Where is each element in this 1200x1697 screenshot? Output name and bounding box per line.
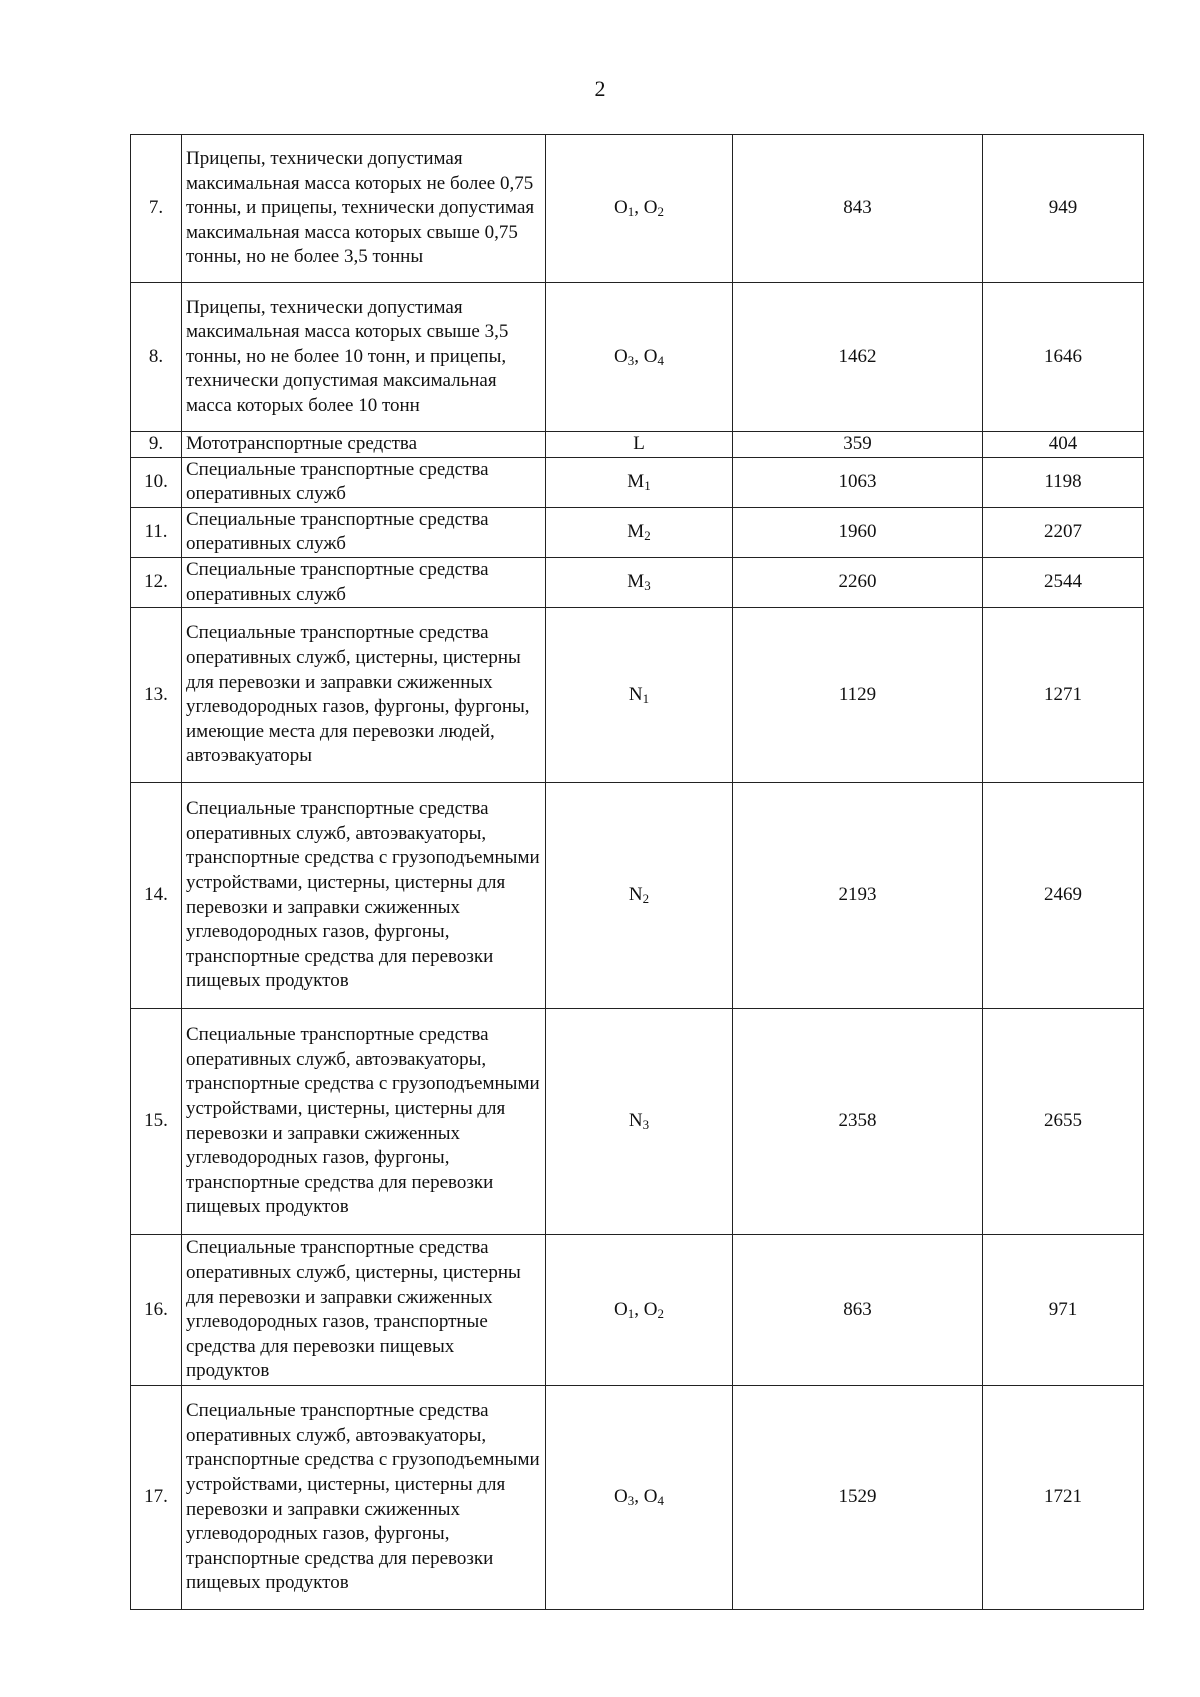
fee-value-2: 2207 — [983, 507, 1144, 557]
fee-value-1: 1960 — [733, 507, 983, 557]
row-number: 8. — [131, 283, 182, 432]
fee-value-1: 2260 — [733, 557, 983, 607]
table-row — [131, 457, 1144, 507]
table-row — [131, 432, 1144, 458]
vehicle-category: $N_2$ — [546, 783, 733, 1009]
fee-value-1: 359 — [733, 432, 983, 458]
table-row — [131, 1009, 1144, 1235]
row-number: 13. — [131, 608, 182, 783]
fee-value-1: 1462 — [733, 283, 983, 432]
fee-value-1: 863 — [733, 1235, 983, 1386]
table-row — [131, 135, 1144, 283]
vehicle-description: Специальные транспортные средства оперативных служб — [182, 557, 546, 607]
fee-value-2: 2655 — [983, 1009, 1144, 1235]
vehicle-category: $O_3$, $O_4$ — [546, 283, 733, 432]
fee-table — [130, 134, 1144, 1610]
row-number: 17. — [131, 1386, 182, 1610]
row-number: 16. — [131, 1235, 182, 1386]
vehicle-category: $M_2$ — [546, 507, 733, 557]
fee-value-2: 949 — [983, 135, 1144, 283]
vehicle-category: $O_1$, $O_2$ — [546, 135, 733, 283]
fee-value-1: 843 — [733, 135, 983, 283]
fee-value-2: 1198 — [983, 457, 1144, 507]
row-number: 15. — [131, 1009, 182, 1235]
vehicle-category: L — [546, 432, 733, 458]
fee-value-2: 404 — [983, 432, 1144, 458]
fee-value-1: 2358 — [733, 1009, 983, 1235]
table-row — [131, 608, 1144, 783]
row-number: 7. — [131, 135, 182, 283]
vehicle-category: $N_3$ — [546, 1009, 733, 1235]
row-number: 11. — [131, 507, 182, 557]
vehicle-description: Прицепы, технически допустимая максимальная масса которых свыше 3,5 тонны, но не более 10 тонн, и прицепы, технически допустимая максимальная масса которых более 10 тонн — [182, 283, 546, 432]
fee-value-2: 1721 — [983, 1386, 1144, 1610]
row-number: 12. — [131, 557, 182, 607]
vehicle-description: Специальные транспортные средства оперативных служб, автоэвакуаторы, транспортные средства с грузоподъемными устройствами, цистерны, цистерны для перевозки и заправки сжиженных углеводородных газов, фургоны, транспортные средства для перевозки пищевых продуктов — [182, 1386, 546, 1610]
table-row — [131, 1386, 1144, 1610]
vehicle-category: $O_1$, $O_2$ — [546, 1235, 733, 1386]
fee-value-1: 2193 — [733, 783, 983, 1009]
vehicle-description: Специальные транспортные средства оперативных служб — [182, 457, 546, 507]
vehicle-description: Специальные транспортные средства оперативных служб, цистерны, цистерны для перевозки и заправки сжиженных углеводородных газов, фургоны, фургоны, имеющие места для перевозки людей, автоэвакуаторы — [182, 608, 546, 783]
fee-value-2: 1271 — [983, 608, 1144, 783]
vehicle-description: Мототранспортные средства — [182, 432, 546, 458]
fee-value-1: 1529 — [733, 1386, 983, 1610]
vehicle-description: Прицепы, технически допустимая максимальная масса которых не более 0,75 тонны, и прицепы, технически допустимая максимальная масса которых свыше 0,75 тонны, но не более 3,5 тонны — [182, 135, 546, 283]
vehicle-category: $N_1$ — [546, 608, 733, 783]
fee-value-2: 971 — [983, 1235, 1144, 1386]
fee-value-2: 2469 — [983, 783, 1144, 1009]
vehicle-description: Специальные транспортные средства оперативных служб, цистерны, цистерны для перевозки и заправки сжиженных углеводородных газов, транспортные средства для перевозки пищевых продуктов — [182, 1235, 546, 1386]
fee-value-2: 1646 — [983, 283, 1144, 432]
row-number: 10. — [131, 457, 182, 507]
fee-value-1: 1063 — [733, 457, 983, 507]
vehicle-category: $M_3$ — [546, 557, 733, 607]
table-row — [131, 283, 1144, 432]
vehicle-description: Специальные транспортные средства оперативных служб, автоэвакуаторы, транспортные средства с грузоподъемными устройствами, цистерны, цистерны для перевозки и заправки сжиженных углеводородных газов, фургоны, транспортные средства для перевозки пищевых продуктов — [182, 783, 546, 1009]
vehicle-description: Специальные транспортные средства оперативных служб — [182, 507, 546, 557]
vehicle-category: $O_3$, $O_4$ — [546, 1386, 733, 1610]
row-number: 9. — [131, 432, 182, 458]
row-number: 14. — [131, 783, 182, 1009]
table-row — [131, 557, 1144, 607]
vehicle-description: Специальные транспортные средства оперативных служб, автоэвакуаторы, транспортные средства с грузоподъемными устройствами, цистерны, цистерны для перевозки и заправки сжиженных углеводородных газов, фургоны, транспортные средства для перевозки пищевых продуктов — [182, 1009, 546, 1235]
fee-value-2: 2544 — [983, 557, 1144, 607]
table-row — [131, 507, 1144, 557]
page-number: 2 — [594, 76, 606, 101]
fee-value-1: 1129 — [733, 608, 983, 783]
table-row — [131, 1235, 1144, 1386]
vehicle-category: $M_1$ — [546, 457, 733, 507]
table-row — [131, 783, 1144, 1009]
